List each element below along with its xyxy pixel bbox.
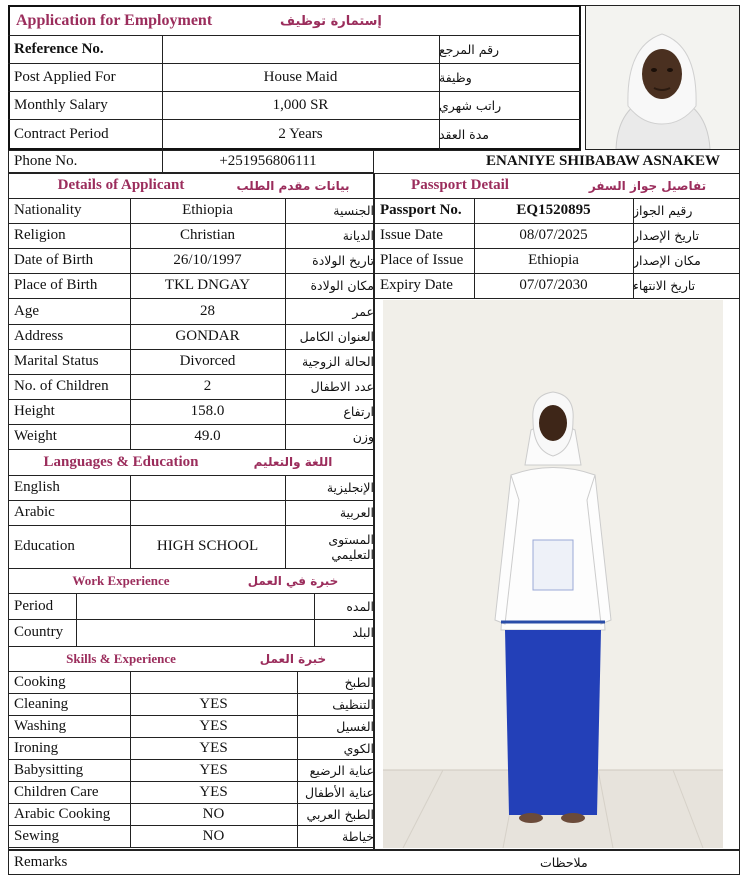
top-label-ar: رقم المرجع [439,41,500,57]
applicant-photo-full [383,300,723,848]
row-label-ar: عناية الأطفال [305,784,374,800]
row-value: NO [202,827,225,844]
row-value [76,619,314,646]
row-label-ar: التنظيف [332,696,374,712]
passport-label: Passport No. [380,202,462,218]
row-label-ar: الديانة [342,228,374,243]
row-label-ar: ارتفاع [343,404,374,419]
section-title: Languages & Education [43,453,199,470]
row-value: Divorced [179,353,236,369]
row-value: 49.0 [194,428,221,444]
top-label-ar: وظيفة [439,69,472,85]
top-value [162,35,439,63]
form-title: Application for Employment [16,12,213,29]
row-label: Height [14,403,55,419]
passport-title-ar: تفاصيل جواز السفر [588,178,707,193]
row-label-ar: الجنسية [333,203,374,218]
row-value [130,500,285,525]
row-value: YES [199,783,228,800]
row-label: Nationality [14,202,82,218]
row-label-ar: الحالة الزوجية [301,354,374,369]
row-label: Weight [14,428,57,444]
row-label: Marital Status [14,353,99,369]
top-label-ar: راتب شهري [439,97,502,113]
row-label: Religion [14,227,66,243]
row-value: GONDAR [175,328,240,344]
section-title-ar: خبرة العمل [259,651,327,666]
passport-value: Ethiopia [528,252,579,268]
row-label-ar: المده [346,598,374,614]
row-label-ar: البلد [352,625,374,640]
row-value: YES [199,739,228,756]
row-value: Christian [180,227,235,243]
row-label: Age [14,302,39,319]
passport-value: 07/07/2030 [519,277,588,293]
row-value [130,475,285,500]
applicant-name: ENANIYE SHIBABAW ASNAKEW [486,153,720,169]
passport-title: Passport Detail [411,177,509,193]
row-label: Arabic [14,504,55,520]
top-value: House Maid [263,68,338,85]
row-value: TKL DNGAY [164,277,251,293]
top-label: Reference No. [14,40,104,57]
row-label: English [14,479,60,495]
top-value: 1,000 SR [272,96,329,113]
section-title-ar: خبرة في العمل [247,573,339,588]
passport-value: EQ1520895 [516,202,591,218]
section-title: Work Experience [72,572,170,588]
passport-label: Place of Issue [380,252,464,268]
passport-label-ar: تاريخ الإصدار [633,228,700,243]
top-label: Monthly Salary [14,96,108,113]
section-title: Skills & Experience [66,650,176,666]
row-label: Place of Birth [14,277,98,293]
row-value: YES [199,761,228,778]
row-label: Sewing [14,827,59,844]
row-label-ar: الطبخ العربي [306,806,374,822]
row-value [76,593,314,619]
row-value: 158.0 [190,403,225,419]
row-label: Ironing [14,739,59,756]
row-value: 2 [203,378,212,394]
row-label-ar: المستوى التعليمي [328,531,374,562]
row-label-ar: الإنجليزية [326,480,374,495]
row-label-ar: تاريخ الولادة [312,253,374,268]
passport-value: 08/07/2025 [519,227,588,243]
row-label: Cleaning [14,695,69,712]
row-value: Ethiopia [182,202,233,218]
top-label: Contract Period [14,126,109,142]
row-value [130,671,297,693]
section-title: Details of Applicant [57,177,185,193]
top-label-ar: مدة العقد [439,127,489,142]
form-title-ar: إستمارة توظيف [280,13,382,29]
row-label: Babysitting [14,761,84,778]
applicant-photo-small [585,5,740,150]
row-label: Address [14,328,64,344]
row-label-ar: مكان الولادة [310,278,374,293]
row-value: 28 [200,302,215,319]
row-divider [374,298,740,299]
row-label: Children Care [14,783,99,800]
top-label: Post Applied For [14,68,116,85]
row-value: NO [202,805,225,822]
row-label-ar: وزن [352,429,374,444]
row-label-ar: عناية الرضيع [309,762,374,778]
row-label: Education [14,538,75,554]
row-divider [8,847,374,848]
row-value: HIGH SCHOOL [156,538,259,554]
top-value: 2 Years [278,126,323,142]
row-label: Date of Birth [14,252,94,268]
row-label: Period [14,597,54,614]
section-title-ar: بيانات مقدم الطلب [236,178,350,193]
row-label: Country [14,624,64,640]
section-title-ar: اللغة والتعليم [253,455,333,469]
phone-label: Phone No. [14,153,78,169]
passport-label-ar: تاريخ الانتهاء [633,278,696,293]
row-label: Washing [14,717,67,734]
row-label-ar: العنوان الكامل [299,329,374,344]
row-value: YES [199,695,228,712]
row-label: Arabic Cooking [14,805,111,822]
row-label-ar: الطبخ [344,674,374,690]
phone-value: +251956806111 [219,153,317,169]
passport-label: Issue Date [380,227,443,243]
passport-label-ar: مكان الإصدار [633,253,701,268]
remarks-label: Remarks [14,854,68,870]
remarks-label-ar: ملاحظات [540,855,588,870]
row-label-ar: الغسيل [336,718,374,734]
row-label: Cooking [14,673,66,690]
passport-label-ar: رقيم الجواز [633,203,693,218]
row-value: 26/10/1997 [173,252,242,268]
row-label-ar: الكوي [343,740,374,756]
row-label: No. of Children [14,378,109,394]
passport-label: Expiry Date [380,277,453,293]
row-label-ar: عمر [352,303,374,319]
row-label-ar: عدد الاطفال [310,379,374,394]
row-value: YES [199,717,228,734]
row-label-ar: العربية [339,505,374,520]
row-label-ar: خياطة [342,828,374,844]
